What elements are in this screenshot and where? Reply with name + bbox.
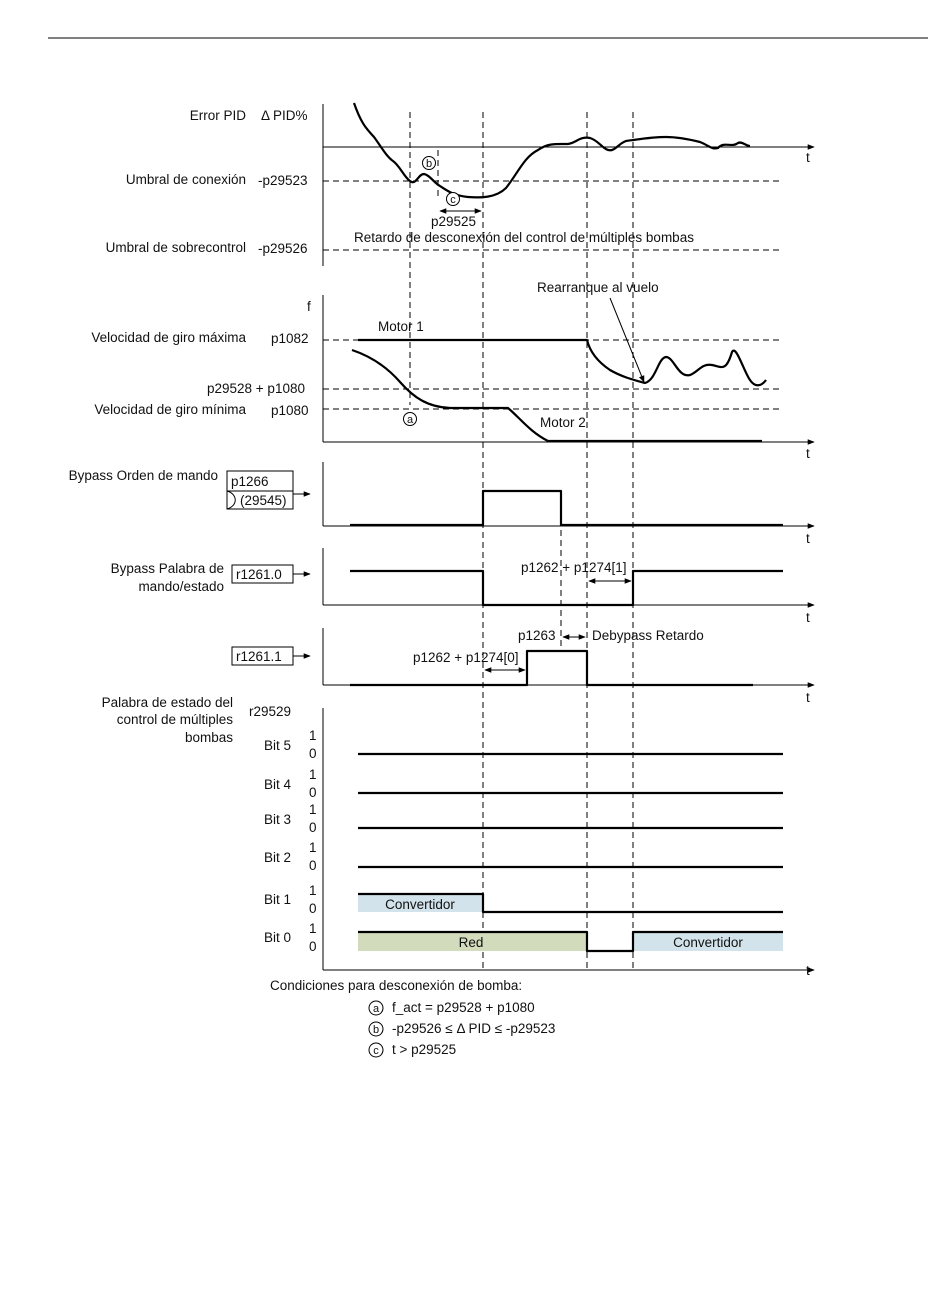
bit3-one: 1 — [309, 802, 317, 817]
bypass-command-label: Bypass Orden de mando — [68, 468, 218, 483]
bit2-zero: 0 — [309, 858, 317, 873]
bit0-red-label: Red — [458, 935, 484, 950]
bypass-word-section — [111, 548, 814, 625]
frequency-section — [91, 280, 814, 461]
freq-t-label: t — [806, 446, 810, 461]
marker-c-text: c — [450, 194, 456, 206]
bit1-label: Bit 1 — [264, 892, 292, 907]
bit4-label: Bit 4 — [264, 777, 292, 792]
pid-t-label: t — [806, 150, 810, 165]
p1263-param: p1263 — [518, 628, 556, 643]
r1261-1-param: r1261.1 — [236, 649, 282, 664]
status-label-2: control de múltiples — [116, 712, 233, 727]
bypass-cmd-signal — [350, 491, 783, 525]
condition-a-text: f_act = p29528 + p1080 — [392, 1000, 535, 1015]
status-t: t — [806, 963, 810, 978]
condition-b-text: -p29526 ≤ Δ PID ≤ -p29523 — [392, 1021, 556, 1036]
conditions-title: Condiciones para desconexión de bomba: — [270, 978, 523, 993]
override-threshold-label: Umbral de sobrecontrol — [105, 240, 246, 255]
override-threshold-param: -p29526 — [258, 241, 308, 256]
bit0-one: 1 — [309, 921, 317, 936]
motor1-label: Motor 1 — [378, 319, 424, 334]
status-word-section — [102, 695, 814, 978]
condition-b-marker: b — [372, 1024, 380, 1036]
bypass-word-t: t — [806, 610, 810, 625]
max-speed-label: Velocidad de giro máxima — [91, 330, 246, 345]
bypass-word-label-1: Bypass Palabra de — [110, 561, 224, 576]
bit3-label: Bit 3 — [264, 812, 292, 827]
r1261-0-param: r1261.0 — [236, 567, 282, 582]
delay0-param: p1262 + p1274[0] — [413, 650, 519, 665]
bit4-zero: 0 — [309, 785, 317, 800]
pid-unit: Δ PID% — [261, 108, 308, 123]
p29545-param: (29545) — [240, 493, 287, 508]
delay-text: Retardo de desconexión del control de múltiples bombas — [354, 230, 694, 245]
bit5-zero: 0 — [309, 746, 317, 761]
bit1-converter-label: Convertidor — [385, 897, 455, 912]
bypass-cmd-t: t — [806, 531, 810, 546]
sum-param: p29528 + p1080 — [207, 381, 305, 396]
pid-error-curve — [354, 103, 750, 197]
bit1-zero: 0 — [309, 901, 317, 916]
flying-restart-label: Rearranque al vuelo — [537, 280, 659, 295]
delay-param: p29525 — [431, 214, 477, 229]
marker-b-text: b — [425, 158, 433, 170]
bypass-word-signal — [350, 571, 783, 605]
marker-a-text: a — [406, 414, 414, 426]
bit2-one: 1 — [309, 840, 317, 855]
bit1-one: 1 — [309, 883, 317, 898]
motor2-label: Motor 2 — [540, 415, 586, 430]
bit3-zero: 0 — [309, 820, 317, 835]
freq-axis-label: f — [307, 299, 311, 314]
max-speed-param: p1082 — [271, 331, 309, 346]
bypass-bit1-section — [232, 628, 814, 705]
bit1-t: t — [806, 690, 810, 705]
bypass-command-section — [69, 462, 814, 546]
condition-c-marker: c — [373, 1045, 379, 1057]
status-label-1: Palabra de estado del — [101, 695, 233, 710]
p1266-param: p1266 — [231, 474, 269, 489]
min-speed-label: Velocidad de giro mínima — [94, 402, 246, 417]
debypass-label: Debypass Retardo — [592, 628, 704, 643]
status-param: r29529 — [249, 704, 292, 719]
delay1-param: p1262 + p1274[1] — [521, 560, 627, 575]
pid-error-section — [106, 103, 814, 266]
motor1-curve — [358, 340, 766, 385]
bit0-converter-label: Convertidor — [673, 935, 743, 950]
connect-threshold-param: -p29523 — [258, 173, 308, 188]
bit5-label: Bit 5 — [264, 738, 292, 753]
bit4-one: 1 — [309, 767, 317, 782]
condition-a-marker: a — [372, 1003, 380, 1015]
bypass-word-label-2: mando/estado — [138, 579, 224, 594]
condition-c-text: t > p29525 — [392, 1042, 457, 1057]
conditions-section — [270, 978, 555, 1057]
min-speed-param: p1080 — [271, 403, 309, 418]
bit2-label: Bit 2 — [264, 850, 292, 865]
r1261-1-signal — [350, 651, 753, 685]
bit0-label: Bit 0 — [264, 930, 292, 945]
connect-threshold-label: Umbral de conexión — [125, 172, 246, 187]
bit5-one: 1 — [309, 728, 317, 743]
status-label-3: bombas — [184, 730, 233, 745]
pid-title: Error PID — [189, 108, 246, 123]
bit0-zero: 0 — [309, 939, 317, 954]
